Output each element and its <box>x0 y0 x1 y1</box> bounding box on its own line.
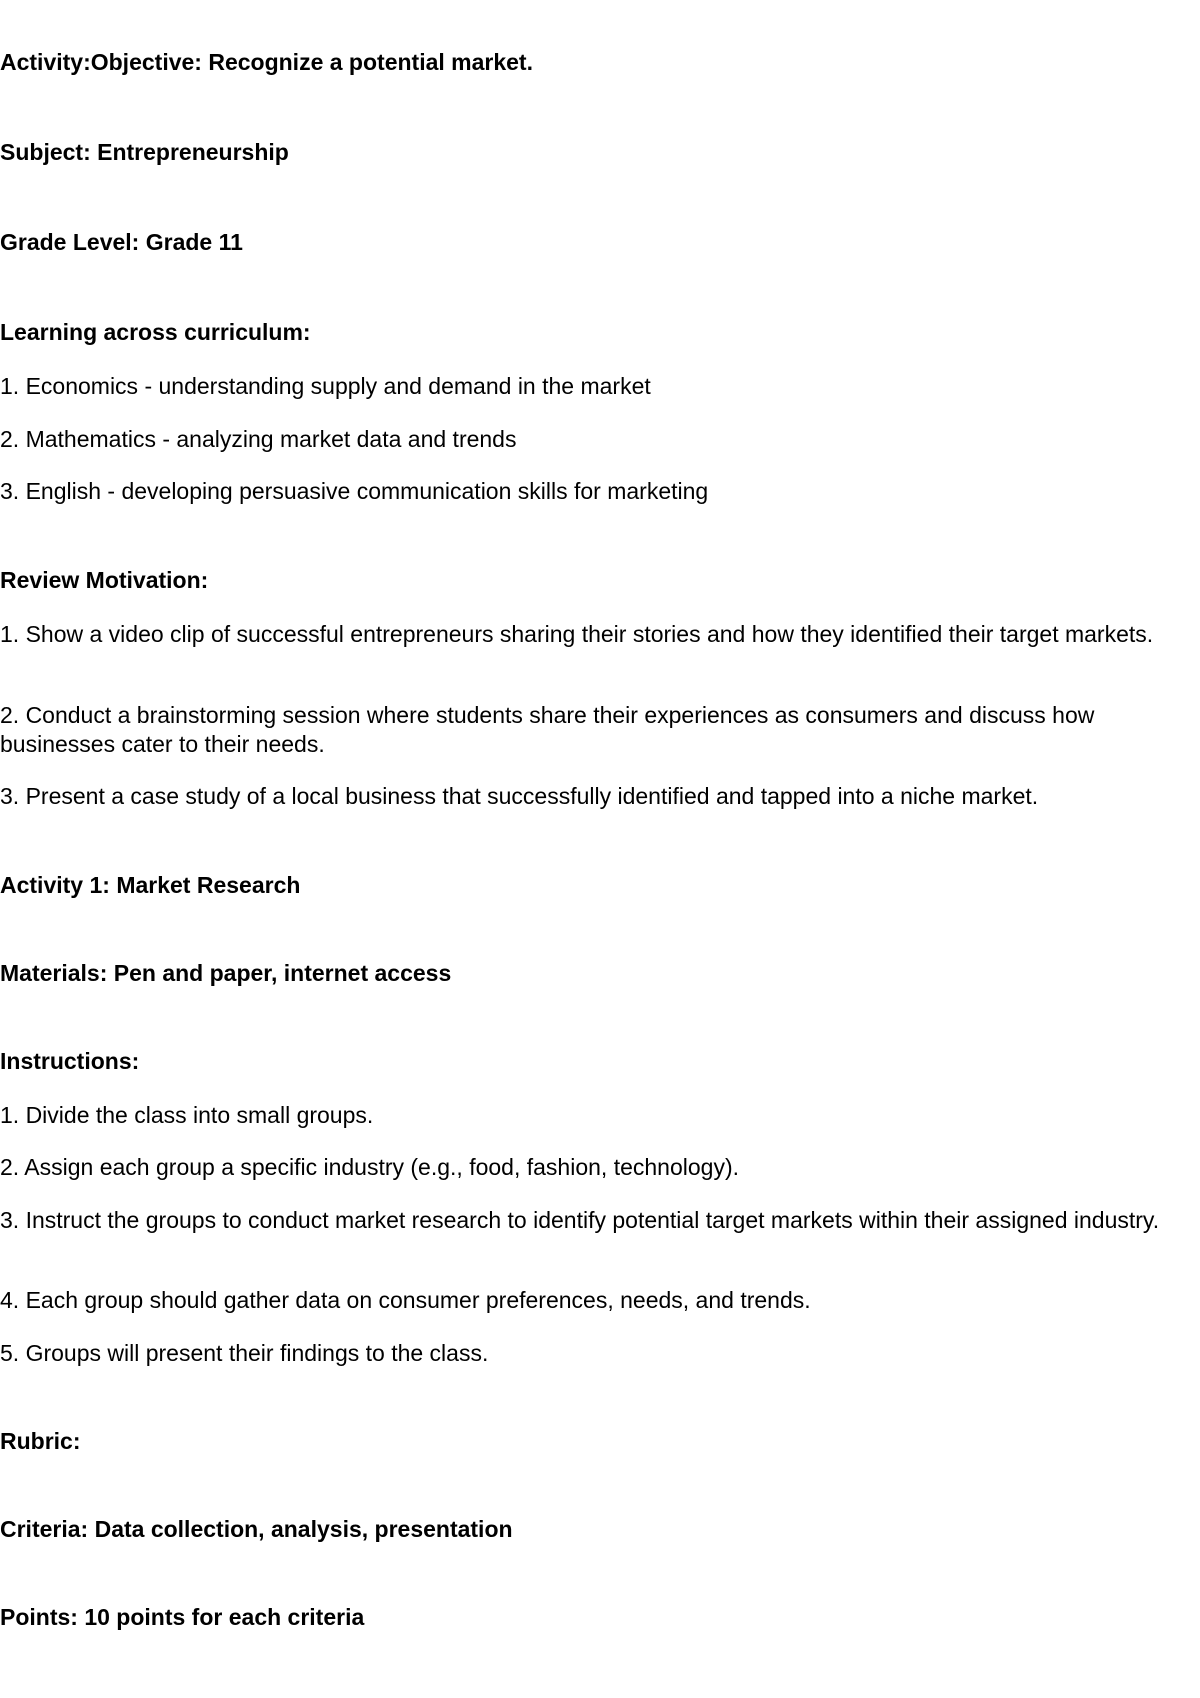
motivation-item: 1. Show a video clip of successful entrepreneurs sharing their stories and how they identified their target markets. <box>0 621 1154 647</box>
motivation-item: 2. Conduct a brainstorming session where students share their experiences as consumers and discuss how businesses cater to their needs. <box>0 702 1095 757</box>
instruction-item: 5. Groups will present their findings to the class. <box>0 1340 489 1366</box>
objective-heading: Activity:Objective: Recognize a potential market. <box>0 49 533 75</box>
instruction-item: 3. Instruct the groups to conduct market research to identify potential target markets within their assigned industry. <box>0 1207 1160 1233</box>
subject-heading: Subject: Entrepreneurship <box>0 139 289 165</box>
instructions-heading: Instructions: <box>0 1048 140 1074</box>
rubric-criteria: Criteria: Data collection, analysis, presentation <box>0 1516 513 1542</box>
curriculum-item: 2. Mathematics - analyzing market data and trends <box>0 426 517 452</box>
review-motivation-heading: Review Motivation: <box>0 567 209 593</box>
rubric-points: Points: 10 points for each criteria <box>0 1604 365 1630</box>
activity-title: Activity 1: Market Research <box>0 872 301 898</box>
curriculum-item: 3. English - developing persuasive communication skills for marketing <box>0 478 709 504</box>
materials-heading: Materials: Pen and paper, internet access <box>0 960 452 986</box>
instruction-item: 2. Assign each group a specific industry (e.g., food, fashion, technology). <box>0 1154 739 1180</box>
motivation-item: 3. Present a case study of a local business that successfully identified and tapped into a niche market. <box>0 783 1039 809</box>
learning-across-curriculum-heading: Learning across curriculum: <box>0 319 311 345</box>
grade-level-heading: Grade Level: Grade 11 <box>0 229 243 255</box>
curriculum-item: 1. Economics - understanding supply and demand in the market <box>0 373 651 399</box>
rubric-heading: Rubric: <box>0 1428 81 1454</box>
instruction-item: 1. Divide the class into small groups. <box>0 1102 374 1128</box>
instruction-item: 4. Each group should gather data on consumer preferences, needs, and trends. <box>0 1287 811 1313</box>
